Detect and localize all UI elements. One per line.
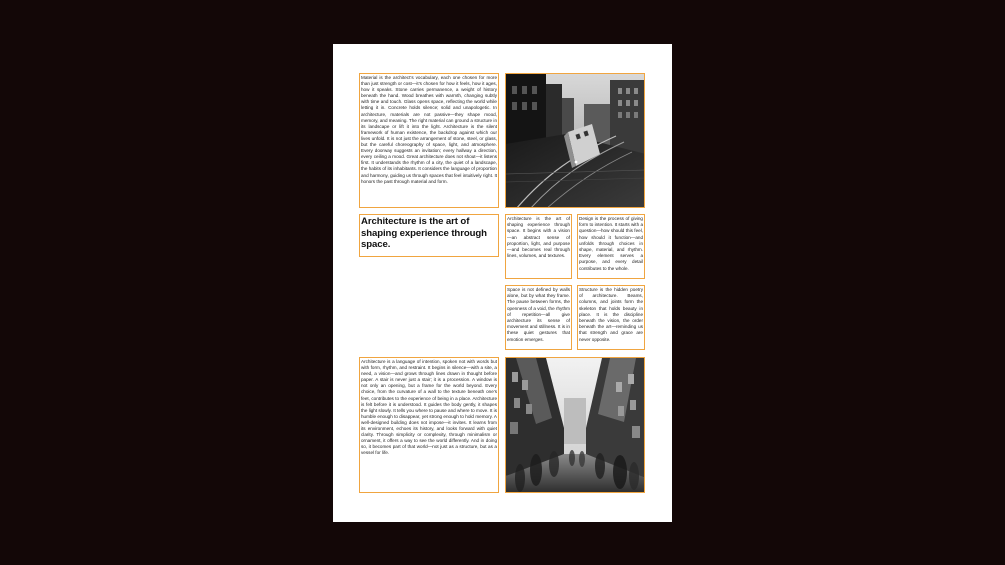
elevated-train-photo-image	[506, 74, 645, 208]
column-2-frame	[577, 214, 645, 279]
column-4-text: Structure is the hidden poetry of architecture. Beams, columns, and joints form the skeleton that holds beauty in place. It is the discipline beneath the vision, the order beneath the art—reminding us that strength and grace are never opposite.	[579, 287, 643, 342]
intro-text-frame	[359, 73, 499, 208]
headline-frame	[359, 214, 499, 257]
elevated-train-photo	[505, 73, 645, 208]
headline: Architecture is the art of shaping experience through space.	[361, 216, 487, 250]
magazine-page	[333, 44, 672, 522]
column-3-frame	[505, 285, 572, 350]
column-1-text: Architecture is the art of shaping experience through space. It begins with a vision—an abstract sense of proportion, light, and purpose—and becomes real through lines, volumes, and textures.	[507, 216, 570, 259]
column-1-frame	[505, 214, 572, 279]
column-3-text: Space is not defined by walls alone, but by what they frame. The pause between forms, the openness of a void, the rhythm of repetition—all give architecture its sense of movement and stillness. It is in these quiet gestures that emotion emerges.	[507, 287, 570, 342]
intro-paragraph: Material is the architect’s vocabulary, each one chosen for more than just strength or cost—it’s chosen for how it feels, how it ages, how it speaks. Stone carries permanence, a weight of history beneath the hand. Wood breathes with warmth, changing subtly with time and touch. Glass opens space, reflecting the world while letting it in. Concrete holds silence; solid and unapologetic. In architecture, materials are not passive—they shape mood, memory, and meaning. The right material can ground a structure in its landscape or lift it into the light. Architecture is the silent framework of human existence, the backdrop against which our lives unfold. It is not just the arrangement of stone, steel, or glass, but the careful choreography of space, light, and atmosphere. Every doorway suggests an invitation; every hallway a direction, every ceiling a mood. Great architecture does not shout—it listens first. It understands the rhythm of a city, the quiet of a landscape, the habits of its inhabitants. It considers the language of proportion and harmony, guiding us through spaces that feel intuitively right. It honors the past through material and form.	[361, 75, 497, 184]
outro-text-frame	[359, 357, 499, 493]
column-2-text: Design is the process of giving form to intention. It starts with a question—how should this feel, how should it function—and unfolds through choices in shape, material, and rhythm. Every element serves a purpose, and every detail contributes to the whole.	[579, 216, 643, 271]
column-4-frame	[577, 285, 645, 350]
pedestrian-street-photo	[505, 357, 645, 493]
pedestrian-street-photo-image	[506, 358, 645, 493]
outro-paragraph: Architecture is a language of intention, spoken not with words but with form, rhythm, and restraint. It begins in silence—with a site, a need, a vision—and grows through lines drawn in thought before paper. A stair is never just a stair; it is a procession. A window is not only an opening, but a frame for the world beyond. Every choice, from the curvature of a wall to the texture beneath one’s feet, contributes to the experience of being in a place. Architecture is felt before it is understood. It guides the body gently, it shapes the light slowly. It tells you where to pause and where to move. It is humble enough to disappear, yet strong enough to hold memory. A well-designed building does not impose—it invites. It learns from its environment, echoes its history, and looks forward with quiet clarity. Through simplicity or complexity, through minimalism or ornament, it offers a way to see the world differently. And in doing so, it becomes part of that world—not just as a structure, but as a vessel for life.	[361, 359, 497, 456]
